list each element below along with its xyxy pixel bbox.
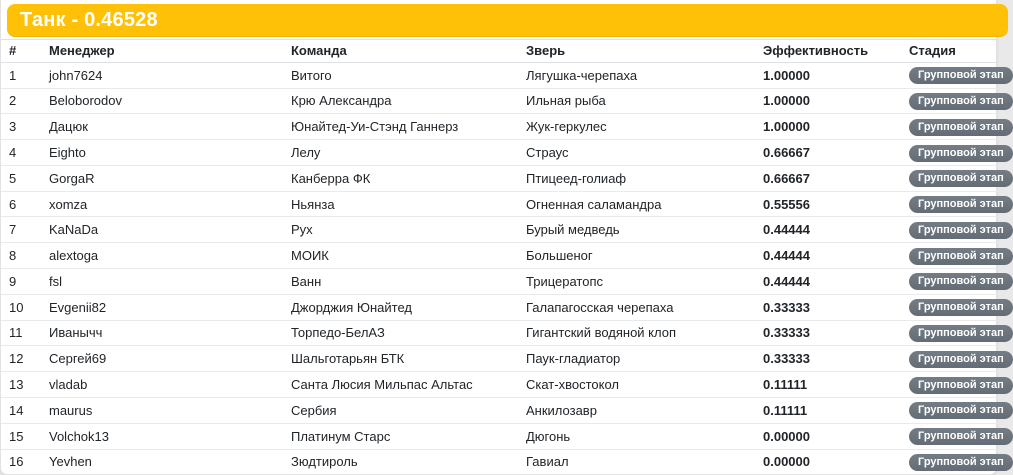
column-header-beast: Зверь — [518, 40, 755, 63]
efficiency-cell: 1.00000 — [755, 62, 901, 88]
manager-cell: fsl — [41, 269, 283, 295]
rank-cell: 13 — [1, 372, 41, 398]
stage-cell — [901, 423, 1004, 449]
beast-cell: Дюгонь — [518, 423, 755, 449]
beast-cell: Ильная рыба — [518, 88, 755, 114]
team-cell: Лелу — [283, 140, 518, 166]
table-row — [1, 346, 998, 372]
manager-cell: john7624 — [41, 62, 283, 88]
table-body — [1, 62, 1004, 474]
team-cell: Зюдтироль — [291, 454, 358, 470]
team-cell: Торпедо-БелАЗ — [283, 320, 518, 346]
beast-cell: Галапагосская черепаха — [518, 294, 755, 320]
stage-badge: Групповой этап — [909, 145, 1013, 162]
standings-table — [1, 39, 1004, 474]
beast-cell: Лягушка-черепаха — [518, 62, 755, 88]
beast-cell: Птицеед-голиаф — [518, 165, 755, 191]
team-cell: Рух — [283, 217, 518, 243]
stage-badge: Групповой этап — [909, 170, 1013, 187]
manager-cell: GorgaR — [41, 165, 283, 191]
efficiency-cell: 0.11111 — [755, 397, 901, 423]
panel-header — [7, 4, 1008, 37]
efficiency-cell: 0.44444 — [755, 269, 901, 295]
team-cell: Ванн — [283, 269, 518, 295]
efficiency-cell: 0.55556 — [755, 191, 901, 217]
beast-cell: Бурый медведь — [518, 217, 755, 243]
table-row — [1, 243, 998, 269]
rank-cell: 12 — [1, 346, 41, 372]
table-row — [1, 294, 998, 320]
beast-cell: Жук-геркулес — [518, 114, 755, 140]
table-row — [1, 217, 998, 243]
efficiency-cell: 0.44444 — [755, 217, 901, 243]
rank-cell: 9 — [1, 269, 41, 295]
stage-cell — [901, 449, 1004, 474]
stage-cell — [901, 243, 1004, 269]
team-cell: Санта Люсия Мильпас Альтас — [283, 372, 518, 398]
rank-cell: 2 — [1, 88, 41, 114]
table-row — [1, 114, 998, 140]
beast-cell: Страус — [518, 140, 755, 166]
team-cell: Шальготарьян БТК — [283, 346, 518, 372]
rank-cell: 15 — [1, 423, 41, 449]
column-header-rank: # — [1, 40, 41, 63]
stage-badge: Групповой этап — [909, 273, 1013, 290]
rank-cell: 6 — [1, 191, 41, 217]
table-header-row — [1, 40, 998, 63]
efficiency-cell: 0.33333 — [755, 294, 901, 320]
team-cell: Сербия — [283, 397, 518, 423]
table-row — [1, 140, 998, 166]
rank-cell: 5 — [1, 165, 41, 191]
stage-badge: Групповой этап — [909, 454, 1013, 471]
efficiency-cell: 0.33333 — [755, 320, 901, 346]
beast-cell: Огненная саламандра — [518, 191, 755, 217]
stage-cell — [901, 269, 1004, 295]
column-header-stage: Стадия — [901, 40, 998, 63]
rank-cell: 16 — [9, 454, 24, 470]
stage-cell — [901, 88, 1004, 114]
manager-cell: Дацюк — [41, 114, 283, 140]
stage-badge: Групповой этап — [909, 299, 1013, 316]
stage-badge: Групповой этап — [909, 67, 1013, 84]
manager-cell: Eighto — [41, 140, 283, 166]
manager-cell: Yevhen — [49, 454, 92, 470]
manager-cell: alextoga — [41, 243, 283, 269]
manager-cell: maurus — [41, 397, 283, 423]
efficiency-cell: 0.33333 — [755, 346, 901, 372]
table-row — [1, 62, 998, 88]
table-row — [1, 397, 998, 423]
manager-cell: xomza — [41, 191, 283, 217]
team-cell: Платинум Старс — [283, 423, 518, 449]
stage-badge: Групповой этап — [909, 402, 1013, 419]
manager-cell: KaNaDa — [41, 217, 283, 243]
manager-cell: Volchok13 — [41, 423, 283, 449]
beast-cell: Скат-хвостокол — [518, 372, 755, 398]
stage-badge: Групповой этап — [909, 119, 1013, 136]
stage-cell — [901, 372, 1004, 398]
team-cell: МОИК — [283, 243, 518, 269]
team-cell: Крю Александра — [283, 88, 518, 114]
team-cell: Канберра ФК — [283, 165, 518, 191]
team-cell: Ньянза — [283, 191, 518, 217]
efficiency-cell: 0.66667 — [755, 165, 901, 191]
table-row — [1, 449, 998, 474]
table-row — [1, 320, 998, 346]
efficiency-cell: 0.11111 — [755, 372, 901, 398]
stage-badge: Групповой этап — [909, 222, 1013, 239]
column-header-team: Команда — [283, 40, 518, 63]
stage-cell — [901, 114, 1004, 140]
table-row — [1, 165, 998, 191]
stage-badge: Групповой этап — [909, 248, 1013, 265]
manager-cell: Beloborodov — [41, 88, 283, 114]
stage-badge: Групповой этап — [909, 196, 1013, 213]
stage-badge: Групповой этап — [909, 377, 1013, 394]
manager-cell: Иванычч — [41, 320, 283, 346]
manager-cell: vladab — [41, 372, 283, 398]
stage-cell — [901, 217, 1004, 243]
rank-cell: 10 — [1, 294, 41, 320]
stage-cell — [901, 62, 1004, 88]
rank-cell: 8 — [1, 243, 41, 269]
table-row — [1, 423, 998, 449]
team-cell: Юнайтед-Уи-Стэнд Ганнерз — [283, 114, 518, 140]
stage-cell — [901, 397, 1004, 423]
stage-cell — [901, 320, 1004, 346]
table-row — [1, 372, 998, 398]
beast-cell: Большеног — [518, 243, 755, 269]
team-cell: Джорджия Юнайтед — [283, 294, 518, 320]
beast-cell: Гавиал — [526, 454, 569, 470]
column-header-manager: Менеджер — [41, 40, 283, 63]
efficiency-cell: 0.66667 — [755, 140, 901, 166]
stage-badge: Групповой этап — [909, 428, 1013, 445]
rank-cell: 3 — [1, 114, 41, 140]
stage-badge: Групповой этап — [909, 351, 1013, 368]
stage-cell — [901, 346, 1004, 372]
team-cell: Витого — [283, 62, 518, 88]
panel-title: Танк - 0.46528 — [20, 9, 158, 31]
rank-cell: 11 — [1, 320, 41, 346]
rank-cell: 14 — [1, 397, 41, 423]
rank-cell: 7 — [1, 217, 41, 243]
efficiency-cell: 1.00000 — [755, 114, 901, 140]
stage-cell — [901, 191, 1004, 217]
table-row — [1, 269, 998, 295]
stage-cell — [901, 294, 1004, 320]
stage-cell — [901, 140, 1004, 166]
beast-cell: Паук-гладиатор — [518, 346, 755, 372]
beast-cell: Трицератопс — [518, 269, 755, 295]
table-row — [1, 191, 998, 217]
efficiency-cell: 0.00000 — [755, 423, 901, 449]
rank-cell: 4 — [1, 140, 41, 166]
beast-cell: Анкилозавр — [518, 397, 755, 423]
rank-cell: 1 — [1, 62, 41, 88]
efficiency-cell: 1.00000 — [755, 88, 901, 114]
stage-badge: Групповой этап — [909, 325, 1013, 342]
stage-cell — [901, 165, 1004, 191]
beast-cell: Гигантский водяной клоп — [518, 320, 755, 346]
manager-cell: Evgenii82 — [41, 294, 283, 320]
table-row — [1, 88, 998, 114]
stage-badge: Групповой этап — [909, 93, 1013, 110]
efficiency-cell: 0.44444 — [755, 243, 901, 269]
efficiency-cell: 0.00000 — [763, 454, 810, 470]
manager-cell: Сергей69 — [41, 346, 283, 372]
column-header-efficiency: Эффективность — [755, 40, 901, 63]
